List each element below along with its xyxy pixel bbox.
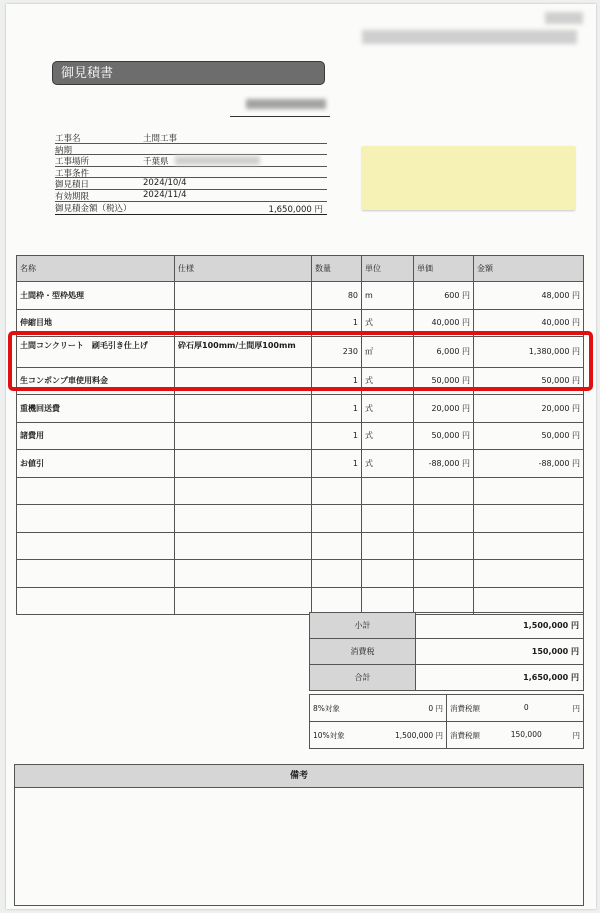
subtotal-row [310,613,584,639]
info-row-project [55,132,327,144]
empty-row [17,532,584,560]
redacted-customer-name [246,99,326,109]
tax-8-value: 0 [523,702,529,712]
total-row [310,665,584,691]
item-unit: m [362,282,414,310]
item-unit: 式 [362,450,414,478]
item-amount: 1,380,000 円 [474,337,584,368]
project-info [55,132,327,215]
target-10-cell [310,722,447,749]
item-amount: 40,000 円 [474,309,584,337]
unit-label: 円 [572,730,580,740]
item-qty: 80 [312,282,362,310]
empty-row [17,560,584,588]
tax-label: 消費税 [310,639,416,665]
table-row [17,395,584,423]
redacted-mark [545,12,583,24]
info-label: 工事名 [55,134,81,144]
tax-8-label: 消費税額 [450,703,480,713]
info-row-location [55,155,327,167]
tax-10-label: 消費税額 [450,730,480,740]
item-amount: 50,000 円 [474,367,584,395]
item-amount: 48,000 円 [474,282,584,310]
location-value: 千葉県 [143,157,169,168]
target-8-cell [310,695,447,722]
table-row [17,422,584,450]
item-spec: 砕石厚100mm/土間厚100mm [175,337,312,368]
table-row [17,450,584,478]
notes-heading: 備考 [15,765,583,788]
item-spec [175,282,312,310]
tax-value: 150,000 円 [416,639,584,665]
tax-10-cell [447,722,584,749]
column-header: 単位 [362,256,414,282]
item-name: 伸縮目地 [17,309,175,337]
tax-8-row [310,695,584,722]
table-header-row [17,256,584,282]
info-row-deadline [55,144,327,156]
item-amount: -88,000 円 [474,450,584,478]
project-name: 土間工事 [143,134,178,144]
item-spec [175,450,312,478]
red-highlight-box [8,331,593,391]
item-unit: 式 [362,309,414,337]
target-8-value: 0 円 [428,703,443,713]
target-10-value: 1,500,000 円 [394,730,443,740]
item-name: お値引 [17,450,175,478]
unit-label: 円 [572,703,580,713]
total-label: 御見積金額（税込） [55,203,132,214]
item-qty: 1 [312,367,362,395]
target-10-label: 10%対象 [313,730,345,740]
tax-row [310,639,584,665]
column-header: 名称 [17,256,175,282]
redacted-company [362,30,577,44]
customer-underline [230,116,330,117]
item-price: 20,000 円 [414,395,474,423]
info-label: 納期 [55,145,73,156]
item-name: 生コンポンプ車使用料金 [17,367,175,395]
item-qty: 230 [312,337,362,368]
item-name: 諸費用 [17,422,175,450]
item-qty: 1 [312,422,362,450]
item-price: 600 円 [414,282,474,310]
item-price: 40,000 円 [414,309,474,337]
info-label: 工事条件 [55,168,90,179]
info-label: 有効期限 [55,191,90,202]
notes-section [14,764,584,906]
column-header: 仕様 [175,256,312,282]
document-title: 御見積書 [52,61,325,85]
item-price: 6,000 円 [414,337,474,368]
target-8-label: 8%対象 [313,703,340,713]
grand-total-label: 合計 [310,665,416,691]
item-name: 土間コンクリート 刷毛引き仕上げ [17,337,175,368]
valid-until: 2024/11/4 [143,189,187,200]
item-amount: 50,000 円 [474,422,584,450]
item-unit: 式 [362,395,414,423]
tax-10-value: 150,000 [510,729,542,739]
table-row [17,282,584,310]
info-row-conditions [55,167,327,179]
line-items-table [16,255,584,615]
info-label: 御見積日 [55,180,90,191]
item-qty: 1 [312,395,362,423]
column-header: 数量 [312,256,362,282]
estimate-date: 2024/10/4 [143,178,187,189]
item-unit: 式 [362,422,414,450]
subtotal-value: 1,500,000 円 [416,613,584,639]
item-unit: ㎡ [362,337,414,368]
item-qty: 1 [312,450,362,478]
item-price: 50,000 円 [414,367,474,395]
column-header: 単価 [414,256,474,282]
tax-10-row [310,722,584,749]
redacted-address [175,156,260,165]
item-price: -88,000 円 [414,450,474,478]
empty-row [17,587,584,615]
item-spec [175,395,312,423]
column-header: 金額 [474,256,584,282]
item-unit: 式 [362,367,414,395]
info-row-valid [55,190,327,202]
item-name: 重機回送費 [17,395,175,423]
item-spec [175,422,312,450]
subtotal-label: 小計 [310,613,416,639]
item-qty: 1 [312,309,362,337]
item-name: 土間枠・型枠処理 [17,282,175,310]
info-row-total [55,202,327,215]
sticky-note [362,146,575,210]
item-price: 50,000 円 [414,422,474,450]
item-amount: 20,000 円 [474,395,584,423]
info-row-date [55,178,327,190]
info-label: 工事場所 [55,157,90,168]
tax-8-cell [447,695,584,722]
empty-row [17,505,584,533]
tax-breakdown-table [309,694,584,749]
total-amount: 1,650,000 円 [268,204,323,215]
totals-table [309,612,584,691]
grand-total-value: 1,650,000 円 [416,665,584,691]
empty-row [17,477,584,505]
